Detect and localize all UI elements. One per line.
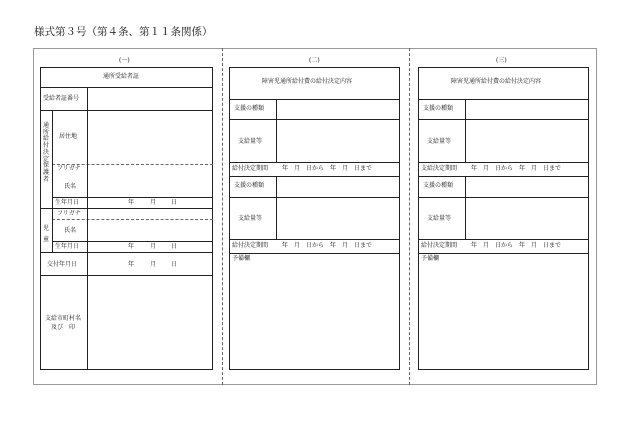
p3-block1-amount-label: 支給量等 [427,138,452,145]
p2-block1-period-text: 年 月 日から 年 月 日まで [282,165,373,172]
address-label: 居住地 [59,133,78,140]
fold-line-1 [222,48,223,385]
address-value[interactable] [88,111,212,164]
p1-rule [40,252,213,253]
municipality-seal-area [88,276,212,369]
birth-day-unit: 日 [171,199,178,206]
p3-block2-period-text: 年 月 日から 年 月 日まで [471,242,562,249]
form-title: 様式第３号（第４条、第１１条関係） [34,26,213,38]
p3-block2-period-label: 給付決定期間 [421,242,458,249]
p3-block1-type-label: 支援の種類 [423,105,454,112]
p2-rule [229,239,400,240]
p3-reserve-label: 予備欄 [421,255,440,262]
p2-block1-type-value[interactable] [277,100,399,119]
child-name-label: 氏名 [64,227,77,234]
child-furigana-label: フリガナ [57,210,81,217]
p2-block2-amount-value[interactable] [277,198,399,239]
p3-block1-period-label: 支給決定期間 [421,165,458,172]
p2-block1-type-label: 支援の種類 [234,105,265,112]
panel2-card-title: 障害児通所給付費の給付決定内容 [262,78,353,85]
p2-rule [229,162,400,163]
cert-number-label: 受給者証番号 [43,95,80,102]
p2-block1-period-label: 給付決定期間 [232,165,269,172]
p1-rule [52,197,213,198]
p3-block1-amount-value[interactable] [466,120,588,162]
p2-block1-amount-value[interactable] [277,120,399,162]
issue-date-label: 交付年月日 [47,261,78,268]
p2-block2-type-value[interactable] [277,177,399,197]
panel3-card-title: 障害児通所給付費の給付決定内容 [451,78,542,85]
child-birth-year-unit: 年 [128,243,135,250]
p2-reserve-label: 予備欄 [232,255,251,262]
birth-year-unit: 年 [128,199,135,206]
p3-rule [418,239,589,240]
p3-block2-type-value[interactable] [466,177,588,197]
issue-month-unit: 月 [150,261,157,268]
p3-block2-type-label: 支援の種類 [423,182,454,189]
p2-block2-type-label: 支援の種類 [234,182,265,189]
municipality-label-line2: 及び 印 [51,324,76,331]
p1-rule [52,241,213,242]
guardian-group-label: 通所給付決定保護者 [42,122,49,183]
p1-vrule [52,110,53,252]
p3-block2-amount-value[interactable] [466,198,588,239]
p2-rule [229,253,400,254]
p3-rule [418,162,589,163]
fold-line-2 [409,48,410,385]
p3-block1-type-value[interactable] [466,100,588,119]
child-birth-day-unit: 日 [171,243,178,250]
name-label: 氏名 [64,183,77,190]
furigana-label: フリガナ [57,165,81,172]
p1-rule [40,87,213,88]
issue-day-unit: 日 [171,261,178,268]
birth-month-unit: 月 [150,199,157,206]
child-birth-label: 生年月日 [55,243,80,250]
p2-block2-amount-label: 支給量等 [238,215,263,222]
guardian-name-value[interactable] [88,165,212,197]
p3-block2-amount-label: 支給量等 [427,215,452,222]
p2-block2-period-text: 年 月 日から 年 月 日まで [282,242,373,249]
issue-year-unit: 年 [128,261,135,268]
child-birth-month-unit: 月 [150,243,157,250]
child-name-value[interactable] [88,209,212,241]
panel1-heading: (一) [119,57,130,64]
p3-block1-period-text: 年 月 日から 年 月 日まで [471,165,562,172]
p2-block2-period-label: 給付決定期間 [232,242,269,249]
birth-label: 生年月日 [55,199,80,206]
p2-block1-amount-label: 支給量等 [238,138,263,145]
panel2-heading: (二) [309,57,320,64]
p3-rule [418,253,589,254]
panel3-heading: (三) [496,57,507,64]
municipality-label-line1: 支給市町村名 [45,315,82,322]
panel1-card-title: 通所受給者証 [103,73,140,80]
child-group-label: 児童 [42,225,49,243]
